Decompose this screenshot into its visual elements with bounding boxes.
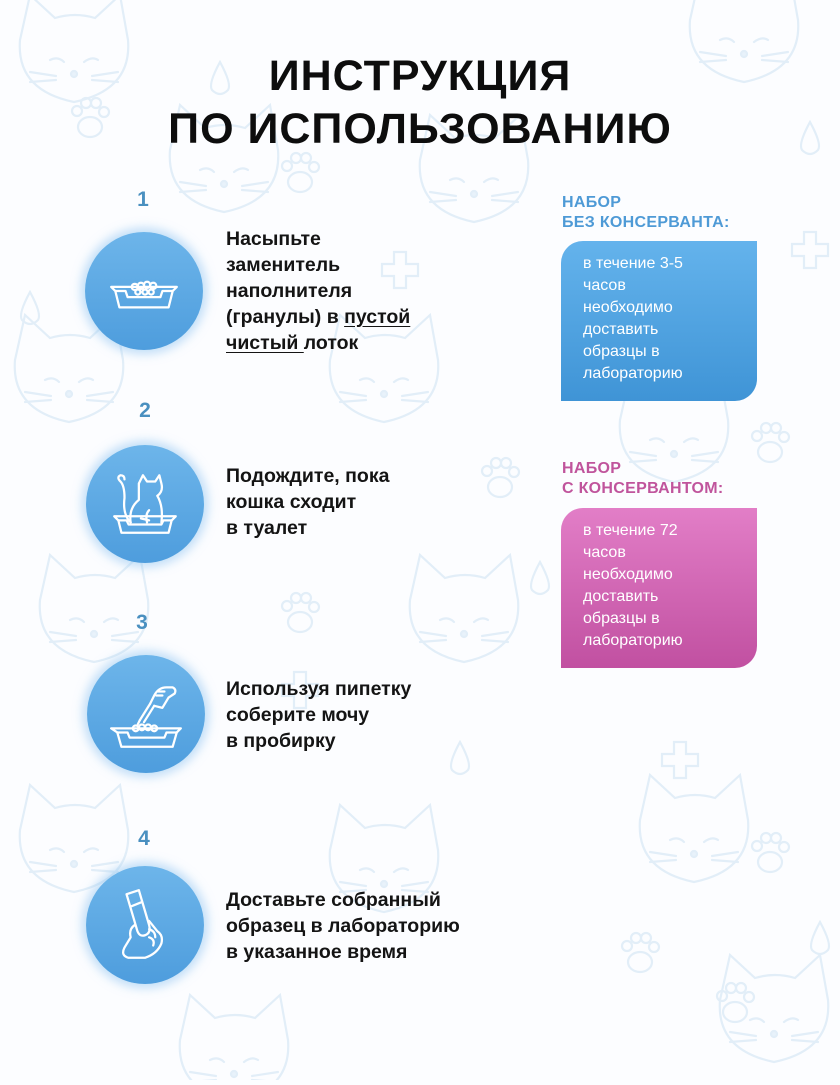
kit-label-line: БЕЗ КОНСЕРВАНТА: xyxy=(562,214,730,231)
kit-box-line: необходимо xyxy=(583,299,673,316)
kit-box-line: лабораторию xyxy=(583,632,683,649)
step-4-line: в указанное время xyxy=(226,941,408,963)
step-4-text xyxy=(226,887,460,965)
kit-box-line: образцы в xyxy=(583,610,660,627)
step-3-line: в пробирку xyxy=(226,730,336,752)
step-2-line: кошка сходит xyxy=(226,491,357,513)
step-1-number: 1 xyxy=(137,188,149,211)
step-4-line: Доставьте собранный xyxy=(226,889,441,911)
step-2-line: Подождите, пока xyxy=(226,465,390,487)
step-1-text xyxy=(226,226,410,356)
litter-tray-granules-icon xyxy=(103,250,185,332)
step-1-line: Насыпьте xyxy=(226,228,321,250)
hand-holding-test-tube-icon xyxy=(104,884,186,966)
step-1-circle xyxy=(85,232,203,350)
kit-box-line: часов xyxy=(583,277,626,294)
kit-label-line: НАБОР xyxy=(562,460,622,477)
step-2-text xyxy=(226,463,389,541)
pipette-collecting-icon xyxy=(105,673,187,755)
step-3-circle xyxy=(87,655,205,773)
page-title xyxy=(0,50,840,156)
kit-with-preservative-label xyxy=(562,459,724,499)
step-3-text xyxy=(226,676,411,754)
step-2-circle xyxy=(86,445,204,563)
step-1-line: наполнителя xyxy=(226,280,353,302)
kit-box-line: доставить xyxy=(583,321,659,338)
step-1-line: заменитель xyxy=(226,254,341,276)
step-4-number: 4 xyxy=(138,827,150,850)
step-4-circle xyxy=(86,866,204,984)
kit-box-line: в течение 3-5 xyxy=(583,255,683,272)
step-1-line: (гранулы) в пустой xyxy=(226,306,411,328)
step-1-line: чистый лоток xyxy=(226,332,359,354)
step-3-line: Используя пипетку xyxy=(226,678,412,700)
kit-box-line: лабораторию xyxy=(583,365,683,382)
kit-without-preservative-box xyxy=(561,241,757,401)
kit-box-line: образцы в xyxy=(583,343,660,360)
step-2-line: в туалет xyxy=(226,517,308,539)
kit-without-preservative-label xyxy=(562,193,730,233)
cat-in-litter-box-icon xyxy=(104,463,186,545)
title-line-1: ИНСТРУКЦИЯ xyxy=(268,52,572,100)
kit-label-line: С КОНСЕРВАНТОМ: xyxy=(562,480,724,497)
kit-with-preservative-box xyxy=(561,508,757,668)
kit-box-line: часов xyxy=(583,544,626,561)
step-3-number: 3 xyxy=(136,611,148,634)
step-2-number: 2 xyxy=(139,399,151,422)
kit-box-line: в течение 72 xyxy=(583,522,678,539)
underlined-text: пустой xyxy=(344,306,411,328)
kit-label-line: НАБОР xyxy=(562,194,622,211)
kit-box-line: доставить xyxy=(583,588,659,605)
underlined-text: чистый xyxy=(226,332,304,354)
title-line-2: ПО ИСПОЛЬЗОВАНИЮ xyxy=(168,105,672,153)
step-3-line: соберите мочу xyxy=(226,704,370,726)
step-4-line: образец в лабораторию xyxy=(226,915,460,937)
kit-box-line: необходимо xyxy=(583,566,673,583)
